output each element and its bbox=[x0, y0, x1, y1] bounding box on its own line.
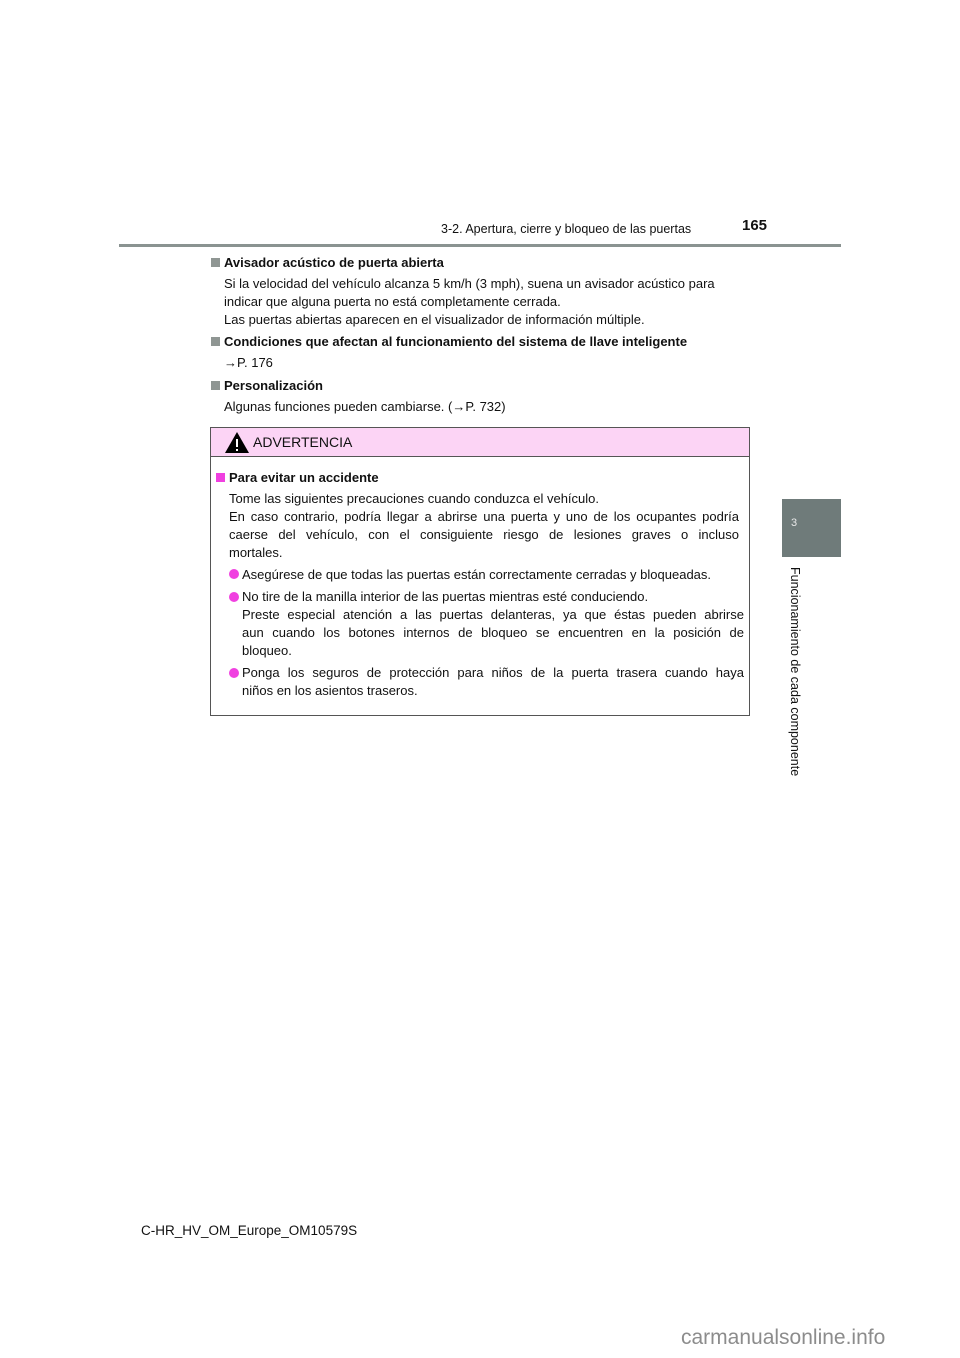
chapter-number: 3 bbox=[791, 517, 798, 529]
body-text: Si la velocidad del vehículo alcanza 5 km/h (3 mph), suena un avisador acústico para bbox=[224, 276, 715, 291]
warning-text: Tome las siguientes precauciones cuando conduzca el vehículo. bbox=[229, 491, 600, 506]
bullet-dot-icon bbox=[229, 592, 239, 602]
header-rule bbox=[119, 244, 841, 247]
warning-bullet-text: bloqueo. bbox=[242, 643, 292, 658]
warning-bullet-text: No tire de la manilla interior de las puertas mientras esté conduciendo. bbox=[242, 589, 649, 604]
section-title: Condiciones que afectan al funcionamiento del sistema de llave inteligente bbox=[224, 334, 688, 349]
chapter-tab bbox=[782, 499, 841, 557]
document-code: C-HR_HV_OM_Europe_OM10579S bbox=[141, 1223, 358, 1238]
bullet-dot-icon bbox=[229, 668, 239, 678]
warning-bullet-text: niños en los asientos traseros. bbox=[242, 683, 418, 698]
warning-triangle-icon bbox=[225, 432, 249, 453]
warning-text: caerse del vehículo, con el consiguiente riesgo de lesiones graves o incluso bbox=[229, 527, 739, 542]
warning-text: mortales. bbox=[229, 545, 283, 560]
page-number: 165 bbox=[742, 217, 768, 234]
warning-box bbox=[210, 427, 750, 716]
warning-bullet-text: Ponga los seguros de protección para niños de la puerta trasera cuando haya bbox=[242, 665, 744, 680]
warning-bullet-text: Preste especial atención a las puertas delanteras, ya que éstas pueden abrirse bbox=[242, 607, 744, 622]
section-header: 3-2. Apertura, cierre y bloqueo de las puertas bbox=[441, 222, 692, 236]
warning-text: En caso contrario, podría llegar a abrirse una puerta y uno de los ocupantes podría bbox=[229, 509, 739, 524]
warning-title: Para evitar un accidente bbox=[229, 470, 379, 485]
warning-bullet-text: Asegúrese de que todas las puertas están correctamente cerradas y bloqueadas. bbox=[242, 567, 712, 582]
warning-header bbox=[211, 428, 749, 457]
body-text: Algunas funciones pueden cambiarse. (→P. 732) bbox=[224, 399, 506, 414]
section-title: Avisador acústico de puerta abierta bbox=[224, 255, 444, 270]
body-text: indicar que alguna puerta no está completamente cerrada. bbox=[224, 294, 561, 309]
square-bullet-icon bbox=[216, 473, 225, 482]
bullet-dot-icon bbox=[229, 569, 239, 579]
watermark: carmanualsonline.info bbox=[681, 1326, 886, 1349]
chapter-title: Funcionamiento de cada componente bbox=[788, 567, 802, 777]
square-bullet-icon bbox=[211, 381, 220, 390]
body-text: Las puertas abiertas aparecen en el visualizador de información múltiple. bbox=[224, 312, 645, 327]
square-bullet-icon bbox=[211, 258, 220, 267]
warning-label: ADVERTENCIA bbox=[253, 434, 353, 450]
page-reference-link[interactable]: →P. 176 bbox=[224, 355, 273, 370]
warning-bullet-text: aun cuando los botones internos de bloqueo se encuentren en la posición de bbox=[242, 625, 744, 640]
section-title: Personalización bbox=[224, 378, 323, 393]
square-bullet-icon bbox=[211, 337, 220, 346]
